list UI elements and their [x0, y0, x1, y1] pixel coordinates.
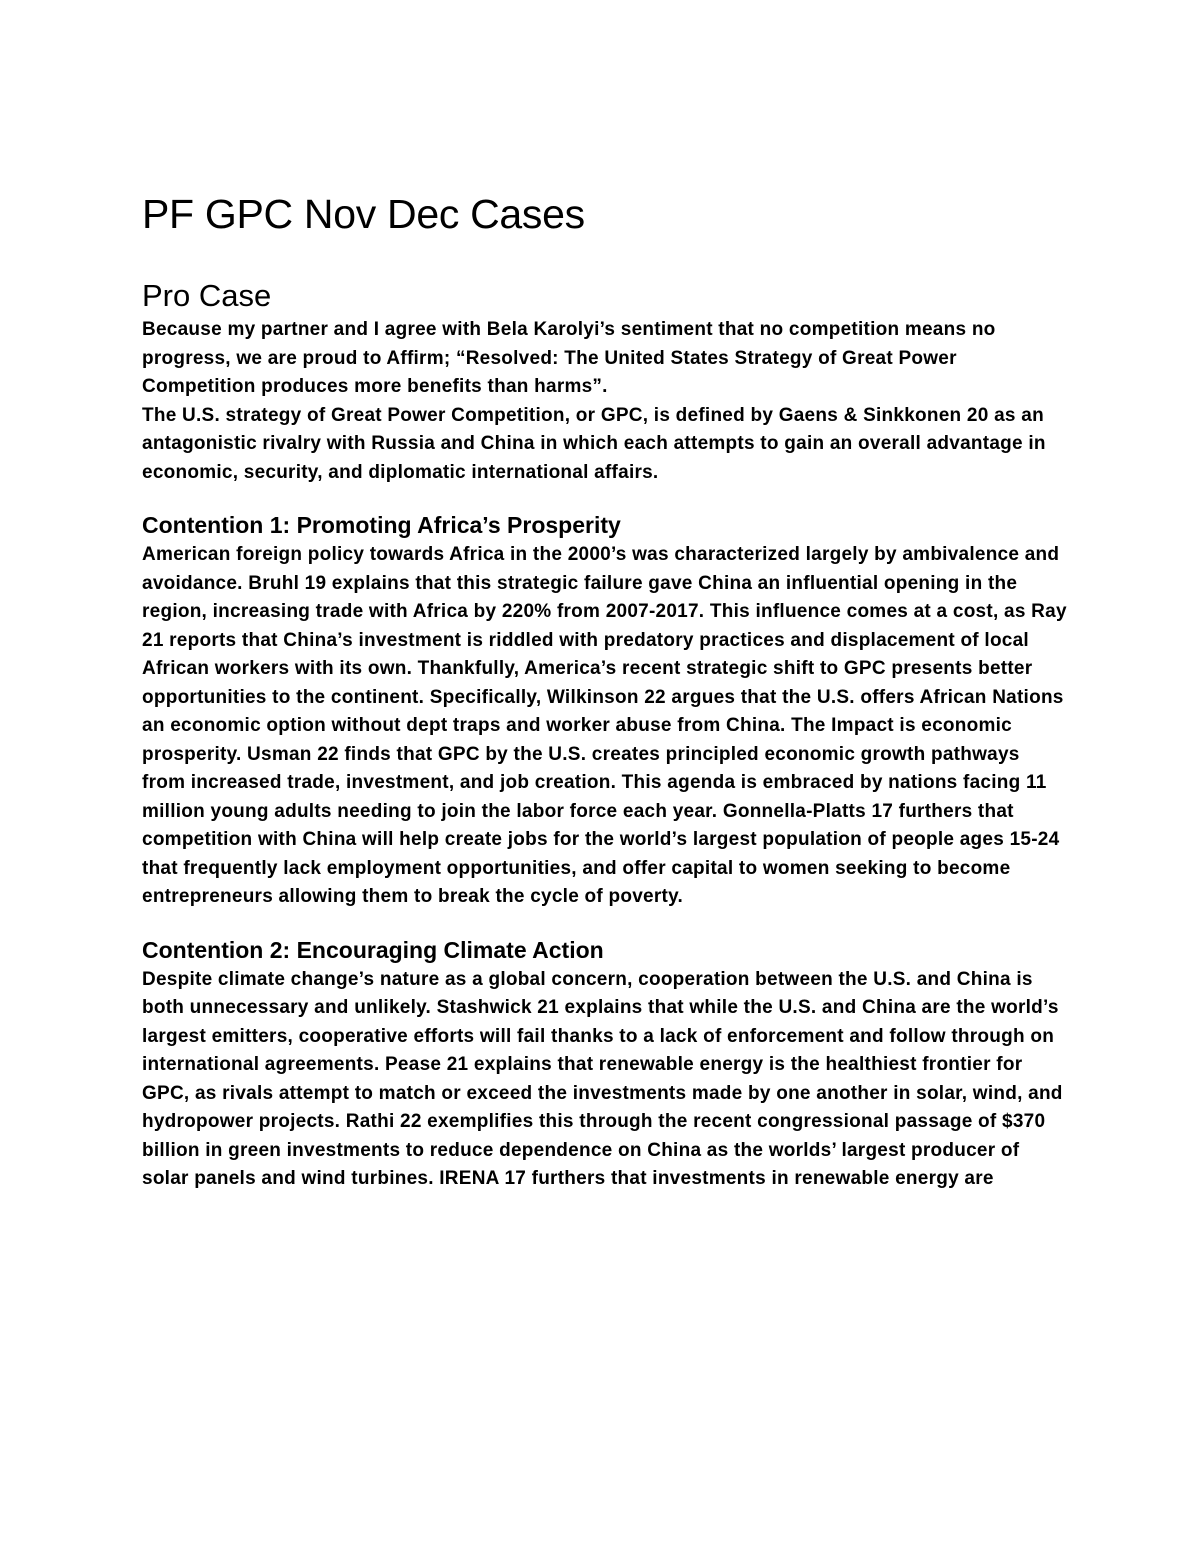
gpc-definition-paragraph: The U.S. strategy of Great Power Competition, or GPC, is defined by Gaens & Sinkkonen 20 as an antagonistic rivalry with Russia and China in which each attempts to gain an overall advantage in economic, security, and diplomatic international affairs. [142, 404, 1046, 483]
document-content [142, 188, 1067, 1194]
document-title: PF GPC Nov Dec Cases [142, 191, 585, 237]
section-heading-pro-case: Pro Case [142, 278, 272, 313]
pro-case-intro-paragraph: Because my partner and I agree with Bela Karolyi’s sentiment that no competition means no progress, we are proud to Affirm; “Resolved: The United States Strategy of Great Power Competition produces more benefits than harms”. [142, 319, 996, 397]
contention-1-heading: Contention 1: Promoting Africa’s Prosperity [142, 512, 621, 538]
contention-1-body: American foreign policy towards Africa in the 2000’s was characterized largely by ambivalence and avoidance. Bruhl 19 explains that this strategic failure gave China an influential opening in the region, increasing trade with Africa by 220% from 2007-2017. This influence comes at a cost, as Ray 21 reports that China’s investment is riddled with predatory practices and displacement of local African workers with its own. Thankfully, America’s recent strategic shift to GPC presents better opportunities to the continent. Specifically, Wilkinson 22 argues that the U.S. offers African Nations an economic option without dept traps and worker abuse from China. The Impact is economic prosperity. Usman 22 finds that GPC by the U.S. creates principled economic growth pathways from increased trade, investment, and job creation. This agenda is embraced by nations facing 11 million young adults needing to join the labor force each year. Gonnella-Platts 17 furthers that competition with China will help create jobs for the world’s largest population of people ages 15-24 that frequently lack employment opportunities, and offer capital to women seeking to become entrepreneurs allowing them to break the cycle of poverty. [142, 544, 1067, 907]
contention-2-body: Despite climate change’s nature as a global concern, cooperation between the U.S. and China is both unnecessary and unlikely. Stashwick 21 explains that while the U.S. and China are the world’s largest emitters, cooperative efforts will fail thanks to a lack of enforcement and follow through on international agreements. Pease 21 explains that renewable energy is the healthiest frontier for GPC, as rivals attempt to match or exceed the investments made by one another in solar, wind, and hydropower projects. Rathi 22 exemplifies this through the recent congressional passage of $370 billion in green investments to reduce dependence on China as the worlds’ largest producer of solar panels and wind turbines. IRENA 17 furthers that investments in renewable energy are [142, 968, 1063, 1189]
contention-2-heading: Contention 2: Encouraging Climate Action [142, 936, 604, 963]
